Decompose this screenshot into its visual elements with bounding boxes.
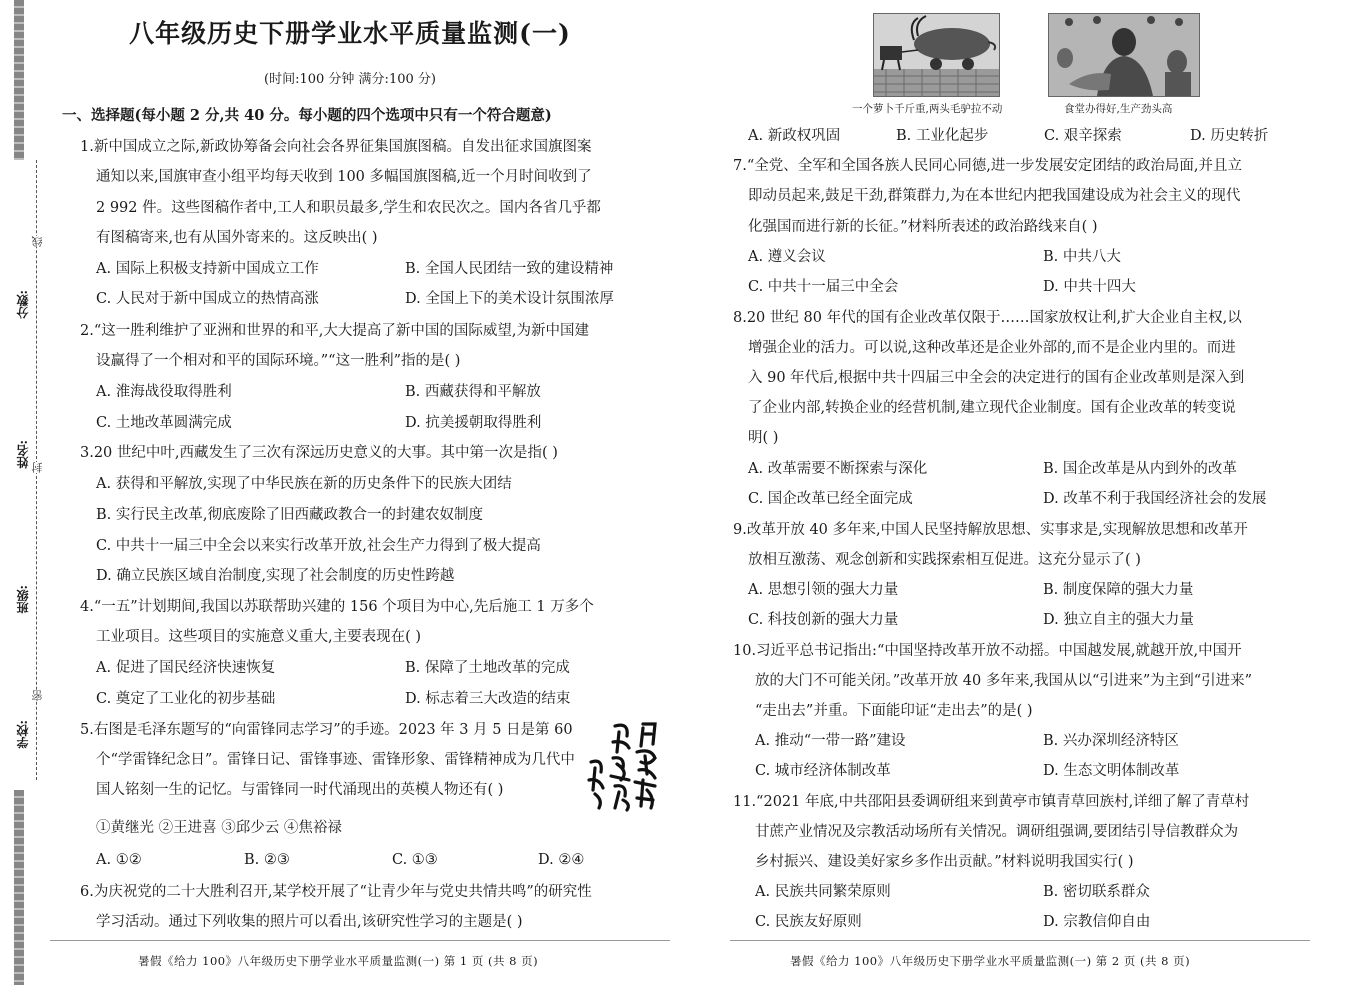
exam-title: 八年级历史下册学业水平质量监测(一)	[129, 19, 571, 48]
q8-option-d: D. 改革不利于我国经济社会的发展	[1043, 491, 1267, 507]
q1-line1: 1.新中国成立之际,新政协筹备会向社会各界征集国旗图稿。自发出征求国旗图案	[80, 139, 592, 155]
q9-option-b: B. 制度保障的强大力量	[1043, 582, 1194, 598]
q8-line3: 入 90 年代后,根据中共十四届三中全会的决定进行的国有企业改革则是深入到	[748, 370, 1245, 386]
q11-line1: 11.“2021 年底,中共邵阳县委调研组来到黄亭市镇青草回族村,详细了解了青草村	[733, 794, 1250, 810]
q1-line4: 有图稿寄来,也有从国外寄来的。这反映出( )	[96, 230, 378, 246]
q2-option-b: B. 西藏获得和平解放	[405, 384, 541, 400]
q10-line2: 放的大门不可能关闭。”改革开放 40 多年来,我国从以“引进来”为主到“引进来”	[755, 673, 1253, 689]
q9-line2: 放相互激荡、观念创新和实践探索相互促进。这充分显示了( )	[748, 552, 1141, 568]
q10-option-a: A. 推动“一带一路”建设	[755, 733, 906, 749]
q10-option-d: D. 生态文明体制改革	[1043, 763, 1180, 779]
q1-option-d: D. 全国上下的美术设计氛围浓厚	[405, 291, 614, 307]
q8-option-b: B. 国企改革是从内到外的改革	[1043, 461, 1237, 477]
section-heading: 一、选择题(每小题 2 分,共 40 分。每小题的四个选项中只有一个符合题意)	[62, 107, 552, 124]
q4-option-b: B. 保障了土地改革的完成	[405, 660, 570, 676]
q8-line4: 了企业内部,转换企业的经营机制,建立现代企业制度。国有企业改革的转变说	[748, 400, 1236, 416]
left-footer-rule	[50, 940, 670, 941]
q8-option-a: A. 改革需要不断探索与深化	[748, 461, 928, 477]
q10-option-b: B. 兴办深圳经济特区	[1043, 733, 1179, 749]
class-label: 班级:	[16, 585, 30, 614]
q2-line2: 设赢得了一个相对和平的国际环境。”“这一胜利”指的是( )	[96, 353, 461, 369]
right-footer-rule	[730, 940, 1310, 941]
q5-option-c: C. ①③	[392, 852, 438, 868]
q11-line2: 甘蔗产业情况及宗教活动场所有关情况。调研组强调,要团结引导信教群众为	[755, 824, 1239, 840]
q10-line1: 10.习近平总书记指出:“中国坚持改革开放不动摇。中国越发展,就越开放,中国开	[733, 643, 1242, 659]
binding-strip-bottom	[14, 790, 24, 985]
q6-line1: 6.为庆祝党的二十大胜利召开,某学校开展了“让青少年与党史共情共鸣”的研究性	[80, 884, 592, 900]
q6-line2: 学习活动。通过下列收集的照片可以看出,该研究性学习的主题是( )	[96, 914, 523, 930]
q1-line2: 通知以来,国旗审查小组平均每天收到 100 多幅国旗图稿,近一个月时间收到了	[96, 169, 592, 185]
q7-line3: 化强国而进行新的长征。”材料所表述的政治路线来自( )	[748, 219, 1098, 235]
q6-option-d: D. 历史转折	[1190, 128, 1269, 144]
q9-line1: 9.改革开放 40 多年来,中国人民坚持解放思想、实事求是,实现解放思想和改革开	[733, 522, 1248, 538]
right-page-footer: 暑假《给力 100》八年级历史下册学业水平质量监测(一) 第 2 页 (共 8 页)	[790, 954, 1191, 968]
q5-line1: 5.右图是毛泽东题写的“向雷锋同志学习”的手迹。2023 年 3 月 5 日是第 60	[80, 722, 573, 738]
exam-subtitle: (时间:100 分钟 满分:100 分)	[264, 72, 436, 87]
q5-line3: 国人铭刻一生的记忆。与雷锋同一时代涌现出的英模人物还有( )	[96, 782, 504, 798]
q4-line2: 工业项目。这些项目的实施意义重大,主要表现在( )	[96, 629, 422, 645]
q5-option-b: B. ②③	[244, 852, 290, 868]
q3-option-b: B. 实行民主改革,彻底废除了旧西藏政教合一的封建农奴制度	[96, 507, 483, 523]
q6-option-c: C. 艰辛探索	[1044, 128, 1122, 144]
q7-line2: 即动员起来,鼓足干劲,群策群力,为在本世纪内把我国建设成为社会主义的现代	[748, 188, 1241, 204]
q1-line3: 2 992 件。这些图稿作者中,工人和职员最多,学生和农民次之。国内各省几乎都	[96, 200, 601, 216]
photo2-caption: 食堂办得好,生产劲头高	[1064, 103, 1173, 115]
q10-line3: “走出去”并重。下面能印证“走出去”的是( )	[755, 703, 1033, 719]
q11-option-a: A. 民族共同繁荣原则	[755, 884, 891, 900]
q9-option-a: A. 思想引领的强大力量	[748, 582, 899, 598]
q4-option-a: A. 促进了国民经济快速恢复	[96, 660, 276, 676]
q7-line1: 7.“全党、全军和全国各族人民同心同德,进一步发展安定团结的政治局面,并且立	[733, 158, 1242, 174]
q7-option-c: C. 中共十一届三中全会	[748, 279, 899, 295]
canteen-poster-photo	[1048, 13, 1200, 97]
q3-line1: 3.20 世纪中叶,西藏发生了三次有深远历史意义的大事。其中第一次是指( )	[80, 445, 558, 461]
q5-line2: 个“学雷锋纪念日”。雷锋日记、雷锋事迹、雷锋形象、雷锋精神成为几代中	[96, 752, 575, 768]
q2-option-d: D. 抗美援朝取得胜利	[405, 415, 542, 431]
q6-option-b: B. 工业化起步	[896, 128, 989, 144]
q11-option-b: B. 密切联系群众	[1043, 884, 1150, 900]
radish-cart-photo	[873, 13, 1000, 97]
q2-option-c: C. 土地改革圆满完成	[96, 415, 232, 431]
q1-option-b: B. 全国人民团结一致的建设精神	[405, 261, 614, 277]
q3-option-a: A. 获得和平解放,实现了中华民族在新的历史条件下的民族大团结	[96, 476, 512, 492]
q11-option-d: D. 宗教信仰自由	[1043, 914, 1151, 930]
q11-option-c: C. 民族友好原则	[755, 914, 862, 930]
feng-char: 封	[31, 462, 44, 473]
q8-line5: 明( )	[748, 430, 779, 446]
q1-option-a: A. 国际上积极支持新中国成立工作	[96, 261, 319, 277]
q2-line1: 2.“这一胜利维护了亚洲和世界的和平,大大提高了新中国的国际威望,为新中国建	[80, 323, 589, 339]
calligraphy-image	[585, 718, 660, 813]
q3-option-c: C. 中共十一届三中全会以来实行改革开放,社会生产力得到了极大提高	[96, 538, 541, 554]
q6-option-a: A. 新政权巩固	[748, 128, 841, 144]
q9-option-d: D. 独立自主的强大力量	[1043, 612, 1194, 628]
q10-option-c: C. 城市经济体制改革	[755, 763, 891, 779]
q7-option-d: D. 中共十四大	[1043, 279, 1136, 295]
score-label: 分数:	[16, 290, 30, 319]
xian-char: 线	[31, 236, 44, 247]
q9-option-c: C. 科技创新的强大力量	[748, 612, 899, 628]
photo1-caption: 一个萝卜千斤重,两头毛驴拉不动	[852, 103, 1003, 115]
q4-option-c: C. 奠定了工业化的初步基础	[96, 691, 276, 707]
q8-line2: 增强企业的活力。可以说,这种改革还是企业外部的,而不是企业内里的。而进	[748, 340, 1236, 356]
school-label: 学校:	[16, 720, 30, 749]
q1-option-c: C. 人民对于新中国成立的热情高涨	[96, 291, 319, 307]
q11-line3: 乡村振兴、建设美好家乡多作出贡献。”材料说明我国实行( )	[755, 854, 1134, 870]
q3-option-d: D. 确立民族区域自治制度,实现了社会制度的历史性跨越	[96, 568, 455, 584]
name-label: 姓名:	[16, 440, 30, 469]
q8-line1: 8.20 世纪 80 年代的国有企业改革仅限于……国家放权让利,扩大企业自主权,以	[733, 310, 1242, 326]
q7-option-b: B. 中共八大	[1043, 249, 1121, 265]
q5-items: ①黄继光 ②王进喜 ③邱少云 ④焦裕禄	[96, 820, 342, 836]
q7-option-a: A. 遵义会议	[748, 249, 826, 265]
q4-option-d: D. 标志着三大改造的结束	[405, 691, 571, 707]
mi-char: 密	[31, 690, 44, 701]
q4-line1: 4.“一五”计划期间,我国以苏联帮助兴建的 156 个项目为中心,先后施工 1 万多个	[80, 599, 594, 615]
q5-option-d: D. ②④	[538, 852, 585, 868]
q2-option-a: A. 淮海战役取得胜利	[96, 384, 232, 400]
q5-option-a: A. ①②	[96, 852, 142, 868]
left-page-footer: 暑假《给力 100》八年级历史下册学业水平质量监测(一) 第 1 页 (共 8 页)	[138, 954, 539, 968]
q8-option-c: C. 国企改革已经全面完成	[748, 491, 913, 507]
